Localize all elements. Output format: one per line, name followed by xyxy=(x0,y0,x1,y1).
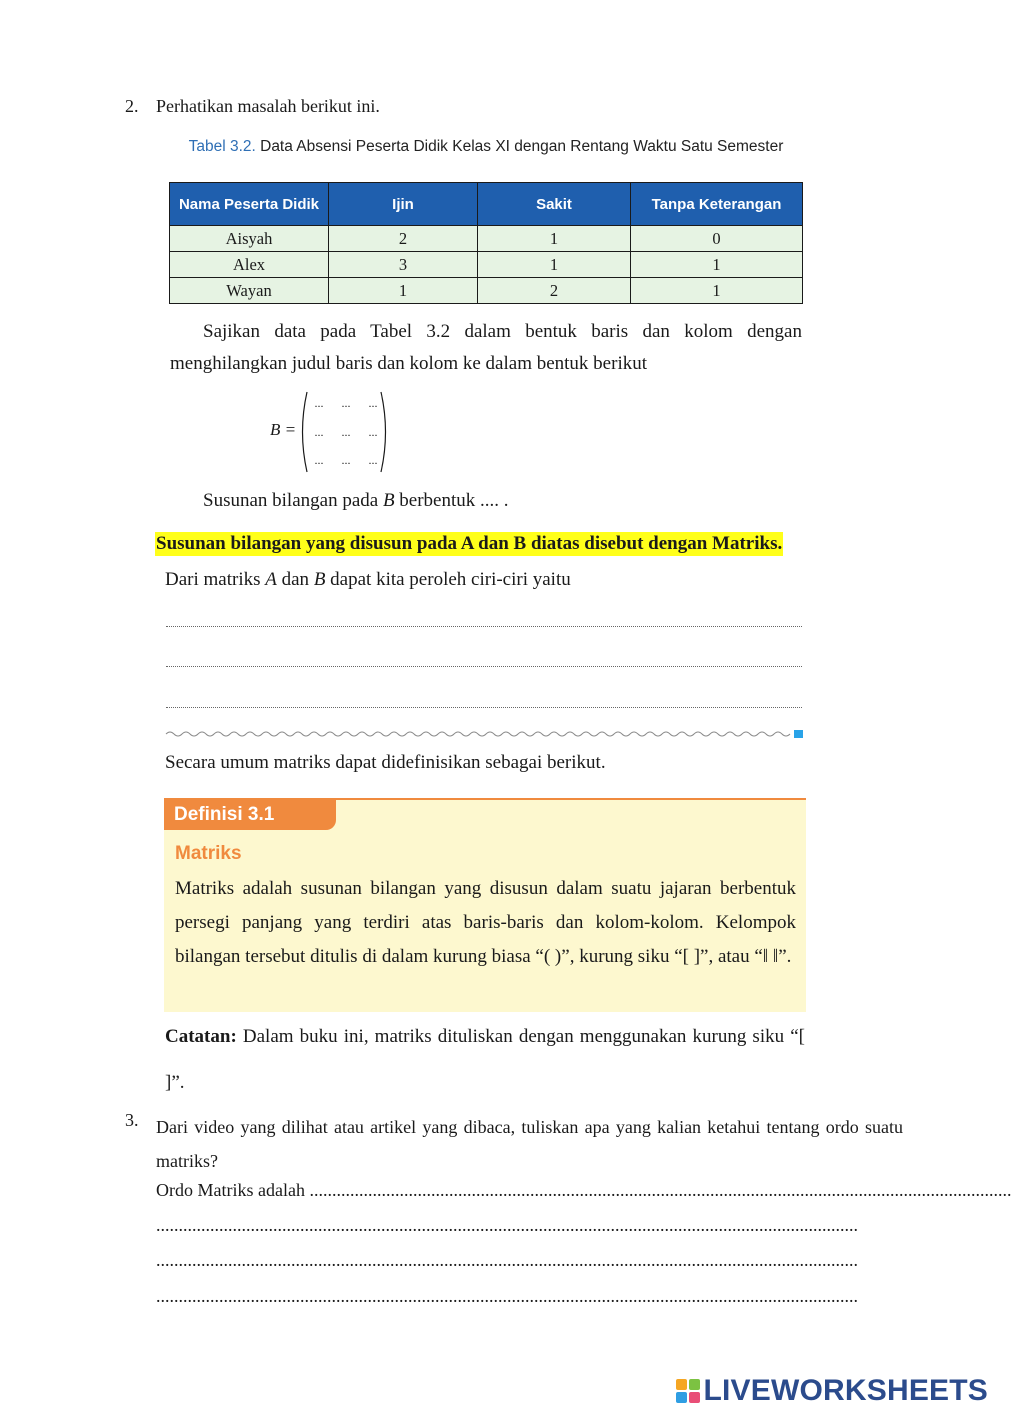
table-cell: 3 xyxy=(329,252,478,278)
definition-body-part: , atau xyxy=(708,946,755,967)
definition-bracket: “[ ]” xyxy=(674,946,709,967)
matrix-cell: ... xyxy=(341,396,351,410)
features-a: A xyxy=(265,569,277,590)
question-2-intro: Perhatikan masalah berikut ini. xyxy=(156,96,380,116)
question-2-number: 2. xyxy=(125,96,139,116)
table-cell: Alex xyxy=(170,252,329,278)
table-cell: 2 xyxy=(329,226,478,252)
features-text xyxy=(165,569,571,591)
table-row xyxy=(170,226,803,252)
table-header-row xyxy=(170,183,803,226)
table-caption xyxy=(170,137,802,156)
table-caption-text: Data Absensi Peserta Didik Kelas XI dengan Rentang Waktu Satu Semester xyxy=(255,138,784,155)
matrix-cell: ... xyxy=(368,453,378,467)
features-t1: Dari matriks xyxy=(165,569,266,590)
arrangement-suffix: berbentuk .... . xyxy=(394,490,509,511)
note-body: Dalam buku ini, matriks dituliskan dengan menggunakan kurung siku xyxy=(236,1026,791,1047)
header-sakit: Sakit xyxy=(478,183,631,226)
table-cell: 1 xyxy=(631,278,803,304)
note-label: Catatan: xyxy=(165,1026,237,1047)
instruction-text: Sajikan data pada Tabel 3.2 dalam bentuk baris dan kolom dengan menghilangkan judul baris dan kolom ke dalam bentuk berikut xyxy=(170,321,802,374)
table-caption-label: Tabel 3.2. xyxy=(188,138,256,155)
matrix-b-label: B = xyxy=(270,420,297,439)
highlight-statement: Susunan bilangan yang disusun pada A dan B diatas disebut dengan Matriks. xyxy=(156,533,783,554)
logo-square xyxy=(676,1379,687,1390)
matrix-cell: ... xyxy=(314,453,324,467)
logo-square xyxy=(676,1392,687,1403)
table-cell: 1 xyxy=(478,252,631,278)
answer-line[interactable] xyxy=(166,666,802,667)
liveworksheets-logo-icon xyxy=(676,1379,700,1403)
matrix-cell: ... xyxy=(368,396,378,410)
matrix-cell: ... xyxy=(314,396,324,410)
matrix-cell: ... xyxy=(341,453,351,467)
table-cell: 1 xyxy=(631,252,803,278)
note-end: . xyxy=(179,1072,185,1093)
general-definition-text: Secara umum matriks dapat didefinisikan sebagai berikut. xyxy=(165,752,606,773)
definition-pipes: “‖ ‖” xyxy=(754,946,787,967)
table-cell: Wayan xyxy=(170,278,329,304)
ordo-label: Ordo Matriks adalah xyxy=(156,1180,310,1200)
table-cell: 1 xyxy=(478,226,631,252)
table-cell: Aisyah xyxy=(170,226,329,252)
header-ijin: Ijin xyxy=(329,183,478,226)
answer-line[interactable]: ............................................................................................................................................................ xyxy=(156,1286,858,1306)
matrix-b xyxy=(270,390,400,474)
note-text xyxy=(165,1014,805,1106)
header-tanpa-keterangan: Tanpa Keterangan xyxy=(631,183,803,226)
definition-body-part: , kurung siku xyxy=(569,946,675,967)
ordo-answer-line[interactable] xyxy=(156,1180,1011,1201)
question-3-text: Dari video yang dilihat atau artikel yang dibaca, tuliskan apa yang kalian ketahui tentang ordo suatu matriks? xyxy=(156,1117,903,1171)
definition-body-part: . xyxy=(786,946,792,967)
note-bracket: “[ ]” xyxy=(165,1026,805,1093)
table-row xyxy=(170,252,803,278)
features-b: B xyxy=(313,569,326,590)
liveworksheets-logo xyxy=(676,1374,989,1408)
logo-square xyxy=(689,1392,700,1403)
table-row xyxy=(170,278,803,304)
logo-square xyxy=(689,1379,700,1390)
wavy-separator xyxy=(166,728,806,740)
ordo-dots: ............................................................................................................................................................ xyxy=(309,1180,1011,1200)
matrix-cell: ... xyxy=(341,425,351,439)
definition-title: Matriks xyxy=(175,843,242,864)
table-cell: 2 xyxy=(478,278,631,304)
liveworksheets-logo-text: LIVEWORKSHEETS xyxy=(703,1374,988,1407)
question-3-number: 3. xyxy=(125,1110,139,1130)
matrix-cell: ... xyxy=(314,425,324,439)
matrix-cell: ... xyxy=(368,425,378,439)
separator-square-icon xyxy=(794,730,803,738)
definition-paren: “( )” xyxy=(535,946,570,967)
attendance-table xyxy=(169,182,803,304)
answer-line[interactable]: ............................................................................................................................................................ xyxy=(156,1215,858,1235)
features-t2: dan xyxy=(276,569,314,590)
answer-line[interactable]: ............................................................................................................................................................ xyxy=(156,1250,858,1270)
features-t3: dapat kita peroleh ciri-ciri yaitu xyxy=(325,569,571,590)
arrangement-prefix: Susunan bilangan pada xyxy=(203,490,383,511)
definition-body xyxy=(175,872,796,974)
header-nama: Nama Peserta Didik xyxy=(170,183,329,226)
answer-line[interactable] xyxy=(166,626,802,627)
definition-body-part: Matriks adalah susunan bilangan yang disusun dalam suatu jajaran berbentuk persegi panjang yang terdiri atas baris-baris dan kolom-kolom. Kelompok bilangan tersebut ditulis di dalam kurung biasa xyxy=(175,878,796,967)
table-cell: 0 xyxy=(631,226,803,252)
arrangement-text xyxy=(203,490,509,512)
answer-line[interactable] xyxy=(166,707,802,708)
table-cell: 1 xyxy=(329,278,478,304)
arrangement-var: B xyxy=(382,490,395,511)
definition-tab: Definisi 3.1 xyxy=(164,800,336,830)
